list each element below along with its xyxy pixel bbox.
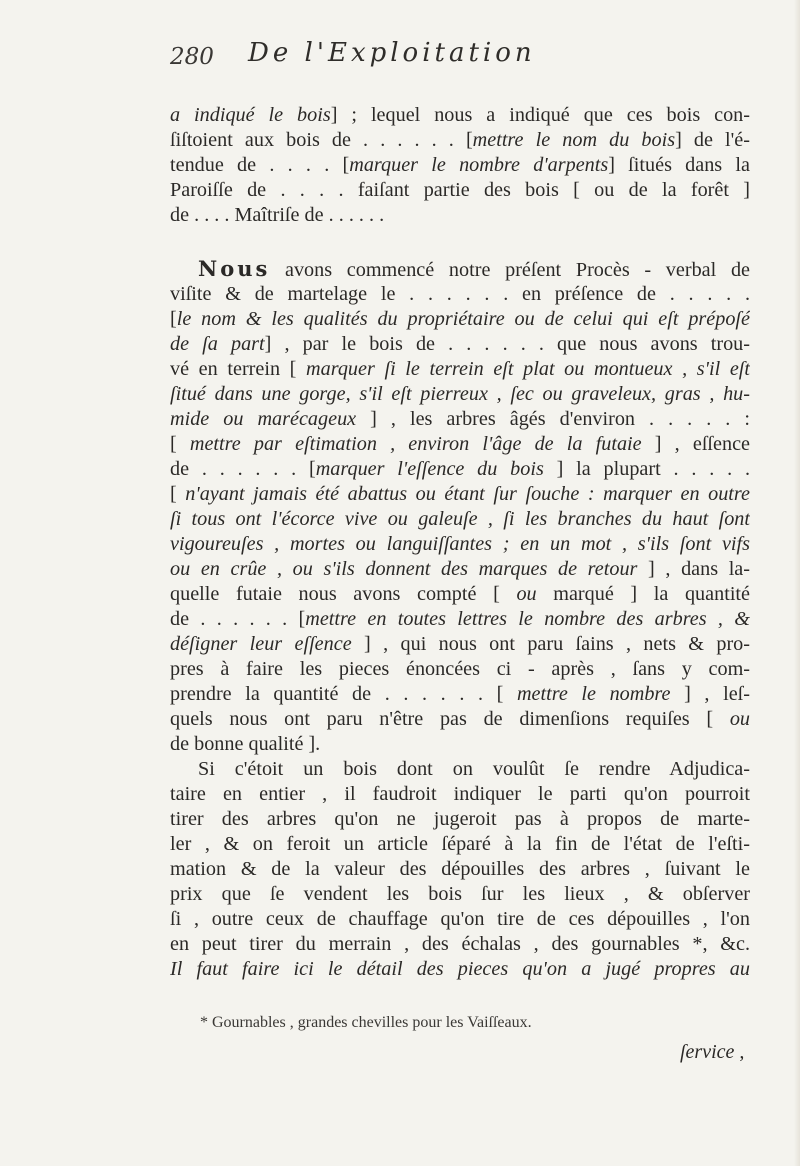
text-line: de ſa part] , par le bois de . . . . . . que nous avons trou- — [170, 333, 750, 355]
text-line: de bonne qualité ]. — [170, 733, 321, 755]
text-line: en peut tirer du merrain , des échalas , des gournables *, &c. — [170, 933, 750, 955]
text-line: [ mettre par eſtimation , environ l'âge de la futaie ] , eſſence — [170, 433, 750, 455]
page-edge — [794, 0, 800, 1166]
text-line: quels nous ont paru n'être pas de dimenſions requiſes [ ou — [170, 708, 750, 730]
catchword: ſervice , — [680, 1041, 745, 1063]
text-line: Si c'étoit un bois dont on voulût ſe rendre Adjudica- — [198, 758, 750, 780]
text-line: mide ou marécageux ] , les arbres âgés d'environ . . . . . : — [170, 408, 750, 430]
text-line: ſiſtoient aux bois de . . . . . . [mettre le nom du bois] de l'é- — [170, 129, 750, 151]
text-line: pres à faire les pieces énoncées ci - après , ſans y com- — [170, 658, 750, 680]
text-line: vigoureuſes , mortes ou languiſſantes ; en un mot , s'ils ſont vifs — [170, 533, 750, 555]
text-line: ſi tous ont l'écorce vive ou galeuſe , ſi les branches du haut ſont — [170, 508, 750, 530]
text-line: ou en crûe , ou s'ils donnent des marques de retour ] , dans la- — [170, 558, 750, 580]
text-line: prix que ſe vendent les bois ſur les lieux , & obſerver — [170, 883, 750, 905]
running-title: De l'Exploitation — [248, 38, 536, 68]
text-line: Nous avons commencé notre préſent Procès - verbal de — [198, 257, 750, 281]
page-number: 280 — [170, 44, 214, 70]
text-line: déſigner leur eſſence ] , qui nous ont paru ſains , nets & pro- — [170, 633, 750, 655]
text-line: ſi , outre ceux de chauffage qu'on tire de ces dépouilles , l'on — [170, 908, 750, 930]
text-line: a indiqué le bois] ; lequel nous a indiqué que ces bois con- — [170, 104, 750, 126]
text-line: de . . . . Maîtriſe de . . . . . . — [170, 204, 385, 226]
text-line: mation & de la valeur des dépouilles des arbres , ſuivant le — [170, 858, 750, 880]
text-line: tendue de . . . . [marquer le nombre d'arpents] ſitués dans la — [170, 154, 750, 176]
text-line: [ n'ayant jamais été abattus ou étant ſur ſouche : marquer en outre — [170, 483, 750, 505]
text-line: taire en entier , il faudroit indiquer le parti qu'on pourroit — [170, 783, 750, 805]
text-line: Il faut faire ici le détail des pieces qu'on a jugé propres au — [170, 958, 750, 980]
text-line: ler , & on feroit un article ſéparé à la fin de l'état de l'eſti- — [170, 833, 750, 855]
text-line: quelle futaie nous avons compté [ ou marqué ] la quantité — [170, 583, 750, 605]
text-line: [le nom & les qualités du propriétaire ou de celui qui eſt prépoſé — [170, 308, 750, 330]
text-line: prendre la quantité de . . . . . . [ mettre le nombre ] , leſ- — [170, 683, 750, 705]
text-line: ſitué dans une gorge, s'il eſt pierreux , ſec ou graveleux, gras , hu- — [170, 383, 750, 405]
text-line: de . . . . . . [marquer l'eſſence du bois ] la plupart . . . . . — [170, 458, 750, 480]
text-line: viſite & de martelage le . . . . . . en préſence de . . . . . — [170, 283, 750, 305]
text-line: tirer des arbres qu'on ne jugeroit pas à propos de marte- — [170, 808, 750, 830]
text-line: vé en terrein [ marquer ſi le terrein eſt plat ou montueux , s'il eſt — [170, 358, 750, 380]
text-line: de . . . . . . [mettre en toutes lettres le nombre des arbres , & — [170, 608, 750, 630]
text-line: Paroiſſe de . . . . faiſant partie des bois [ ou de la forêt ] — [170, 179, 750, 201]
footnote: * Gournables , grandes chevilles pour les Vaiſſeaux. — [200, 1014, 532, 1031]
page-header — [170, 38, 730, 78]
